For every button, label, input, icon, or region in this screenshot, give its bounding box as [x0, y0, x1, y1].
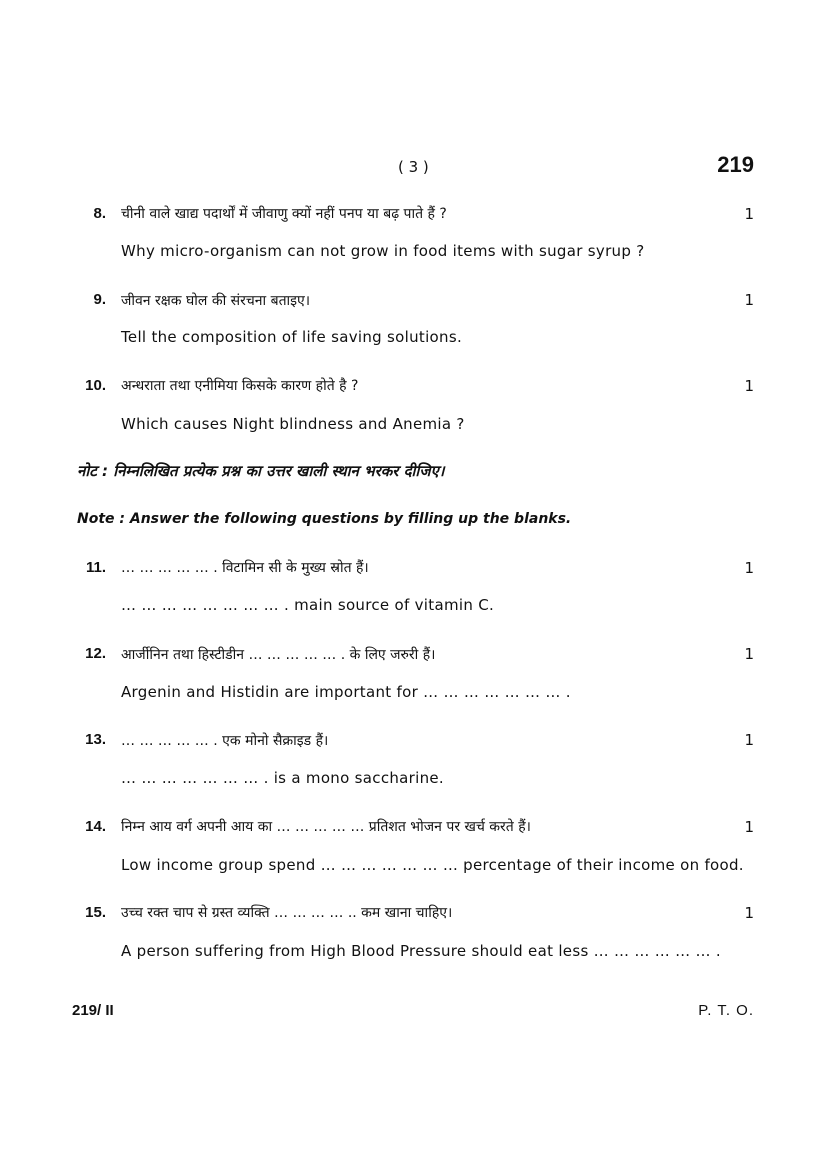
note-hindi: नोट : निम्नलिखित प्रत्येक प्रश्न का उत्तर खाली स्थान भरकर दीजिए।: [77, 462, 445, 480]
question-marks: 1: [744, 291, 754, 309]
question-hindi: चीनी वाले खाद्य पदार्थों में जीवाणु क्यों नहीं पनप या बढ़ पाते हैं ?: [121, 206, 447, 222]
question-hindi: … … … … … . एक मोनो सैक्राइड हैं।: [121, 733, 329, 749]
question-number: 13.: [85, 731, 106, 748]
question-marks: 1: [744, 377, 754, 395]
question-english: Low income group spend … … … … … … … percentage of their income on food.: [121, 856, 744, 874]
note-english: Note : Answer the following questions by filling up the blanks.: [77, 511, 572, 527]
question-hindi: जीवन रक्षक घोल की संरचना बताइए।: [121, 293, 311, 309]
question-marks: 1: [744, 731, 754, 749]
question-hindi: आर्जीनिन तथा हिस्टीडीन … … … … … . के लिए जरुरी हैं।: [121, 647, 436, 663]
question-marks: 1: [744, 818, 754, 836]
question-number: 8.: [93, 205, 106, 222]
question-english: Why micro-organism can not grow in food items with sugar syrup ?: [121, 242, 645, 260]
question-marks: 1: [744, 645, 754, 663]
question-english: Tell the composition of life saving solutions.: [121, 328, 463, 346]
question-marks: 1: [744, 904, 754, 922]
question-marks: 1: [744, 559, 754, 577]
question-hindi: … … … … … . विटामिन सी के मुख्य स्रोत हैं।: [121, 560, 369, 576]
question-hindi: उच्च रक्त चाप से ग्रस्त व्यक्ति … … … … .. कम खाना चाहिए।: [121, 905, 453, 921]
question-number: 14.: [85, 818, 106, 835]
question-english: A person suffering from High Blood Pressure should eat less … … … … … … .: [121, 942, 721, 960]
question-hindi: निम्न आय वर्ग अपनी आय का … … … … … प्रतिशत भोजन पर खर्च करते हैं।: [121, 819, 531, 835]
question-hindi: अन्धराता तथा एनीमिया किसके कारण होते है ?: [121, 378, 359, 394]
question-english: Which causes Night blindness and Anemia ?: [121, 415, 465, 433]
question-english: … … … … … … … … . main source of vitamin C.: [121, 596, 495, 614]
question-number: 9.: [93, 291, 106, 308]
paper-code: 219: [717, 152, 754, 177]
page-number: ( 3 ): [398, 158, 429, 176]
footer-paper-code: 219/ II: [72, 1002, 114, 1019]
footer-pto: P. T. O.: [698, 1002, 754, 1019]
question-number: 11.: [85, 559, 106, 576]
question-marks: 1: [744, 205, 754, 223]
question-english: … … … … … … … . is a mono saccharine.: [121, 769, 445, 787]
question-english: Argenin and Histidin are important for … … … … … … … .: [121, 683, 571, 701]
question-number: 10.: [85, 377, 106, 394]
question-number: 12.: [85, 645, 106, 662]
question-number: 15.: [85, 904, 106, 921]
